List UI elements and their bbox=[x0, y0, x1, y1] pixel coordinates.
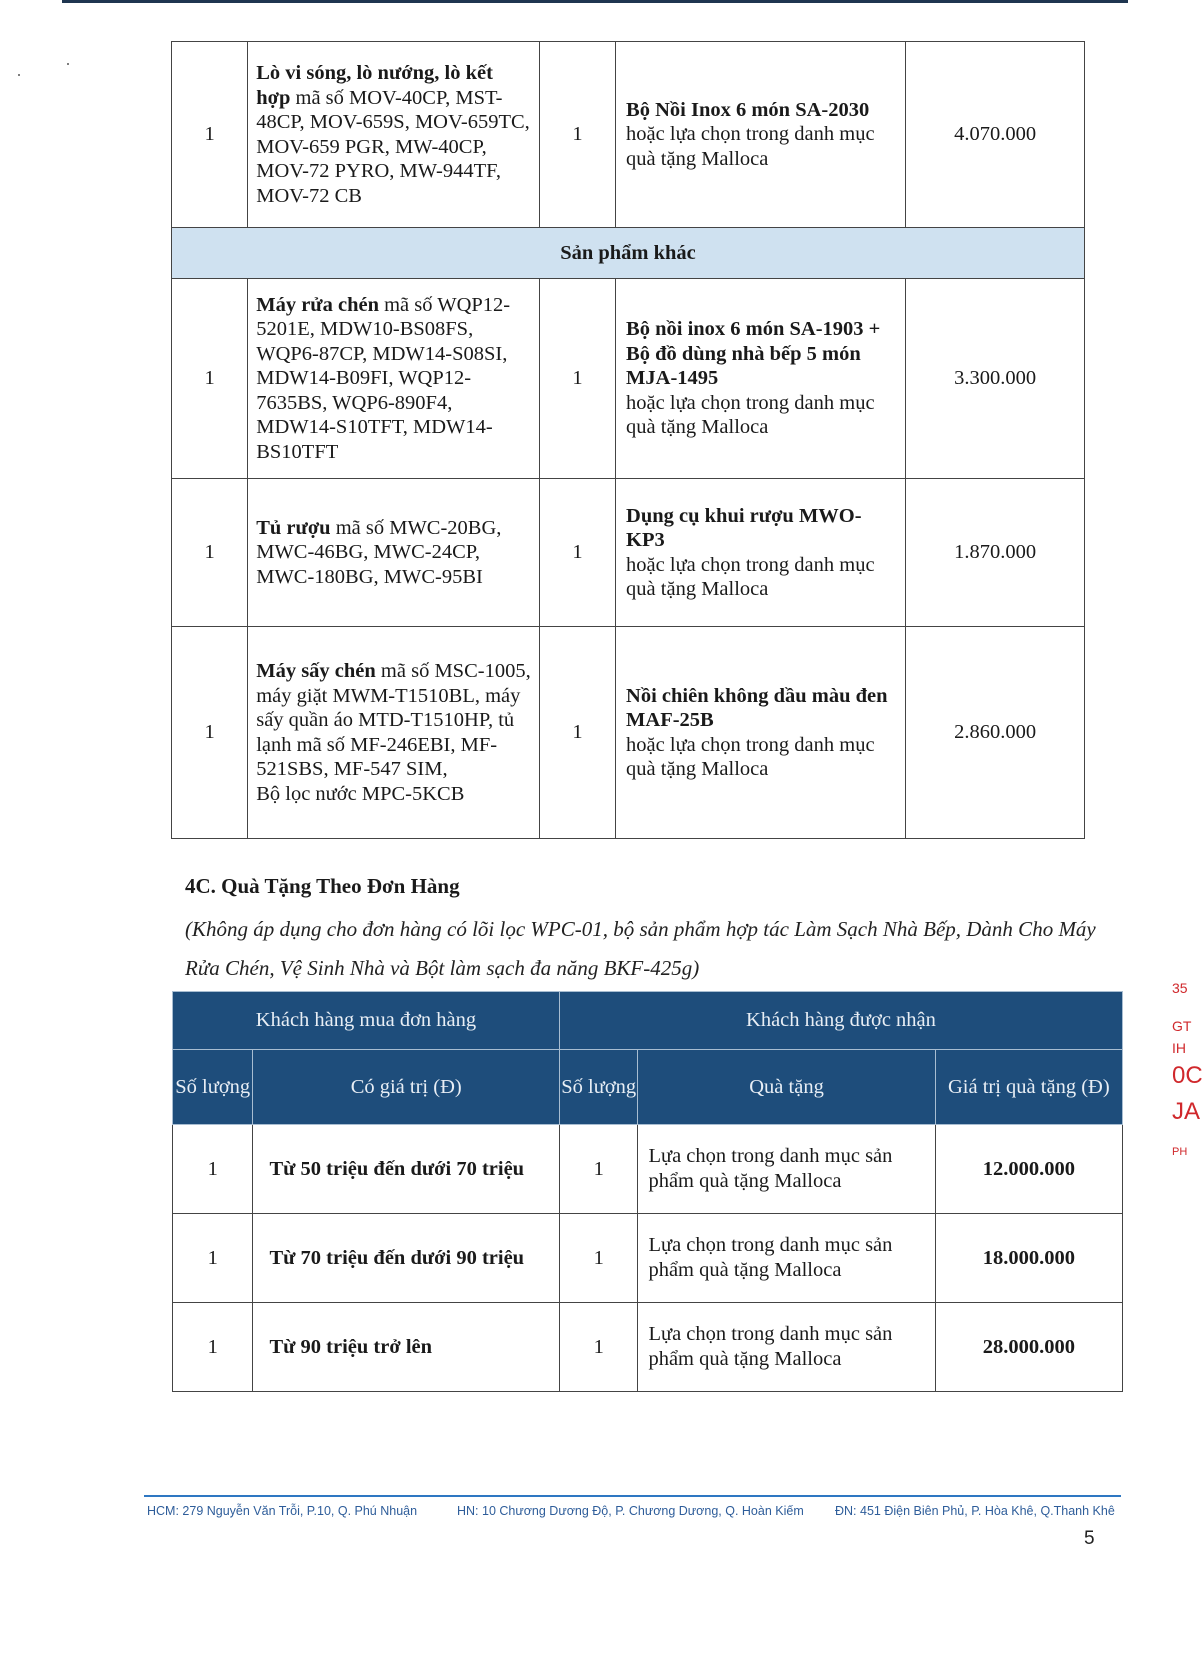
col-gift: Quà tặng bbox=[638, 1050, 935, 1125]
footer-hn: HN: 10 Chương Dương Độ, P. Chương Dương, Q. Hoàn Kiếm bbox=[457, 1504, 804, 1518]
gift-option: hoặc lựa chọn trong danh mục quà tặng Malloca bbox=[626, 123, 875, 170]
product-codes: mã số MSC-1005, máy giặt MWM-T1510BL, máy sấy quần áo MTD-T1510HP, tủ lạnh mã số MF-246EBI, MF-521SBS, MF-547 SIM, bbox=[256, 660, 531, 780]
order-value-cell: Từ 50 triệu đến dưới 70 triệu bbox=[253, 1125, 560, 1214]
table-row bbox=[172, 42, 1085, 228]
stamp-text: GT bbox=[1172, 1018, 1192, 1034]
gift-value-cell: 28.000.000 bbox=[935, 1303, 1122, 1392]
section-label: Sản phẩm khác bbox=[172, 228, 1085, 279]
gift-cell: Lựa chọn trong danh mục sản phẩm quà tặng Malloca bbox=[638, 1125, 935, 1214]
col-qty: Số lượng bbox=[173, 1050, 253, 1125]
gift-option: hoặc lựa chọn trong danh mục quà tặng Malloca bbox=[626, 553, 875, 600]
gift-qty-cell: 1 bbox=[559, 1125, 638, 1214]
header-receive: Khách hàng được nhận bbox=[559, 992, 1122, 1050]
product-name: Máy sấy chén bbox=[256, 660, 376, 682]
gift-value-cell: 2.860.000 bbox=[906, 627, 1085, 839]
product-name: Lò vi sóng, lò nướng, lò kết hợp bbox=[256, 62, 493, 109]
gift-qty-cell: 1 bbox=[539, 279, 615, 479]
order-value-cell: Từ 70 triệu đến dưới 90 triệu bbox=[253, 1214, 560, 1303]
col-gift-value: Giá trị quà tặng (Đ) bbox=[935, 1050, 1122, 1125]
top-border-rule bbox=[62, 0, 1128, 3]
gift-qty-cell: 1 bbox=[539, 479, 615, 627]
section-row bbox=[172, 228, 1085, 279]
table-row bbox=[173, 1125, 1123, 1214]
gift-value-cell: 12.000.000 bbox=[935, 1125, 1122, 1214]
gift-qty-cell: 1 bbox=[559, 1303, 638, 1392]
gift-value-cell: 1.870.000 bbox=[906, 479, 1085, 627]
subheader-row bbox=[173, 1050, 1123, 1125]
gift-value-cell: 4.070.000 bbox=[906, 42, 1085, 228]
product-cell bbox=[248, 627, 540, 839]
stamp-text: 0C bbox=[1172, 1062, 1203, 1089]
stamp-text: 35 bbox=[1172, 980, 1188, 996]
gift-name: Bộ nồi inox 6 món SA-1903 + Bộ đồ dùng nhà bếp 5 món MJA-1495 bbox=[626, 318, 881, 390]
scan-speck bbox=[18, 74, 20, 76]
company-stamp bbox=[1168, 970, 1203, 1170]
section-heading: 4C. Quà Tặng Theo Đơn Hàng bbox=[185, 874, 460, 898]
gift-name: Nồi chiên không dầu màu đen MAF-25B bbox=[626, 684, 888, 731]
gift-name: Dụng cụ khui rượu MWO-KP3 bbox=[626, 504, 862, 551]
gift-qty-cell: 1 bbox=[539, 627, 615, 839]
table-row bbox=[173, 1303, 1123, 1392]
product-codes: mã số WQP12-5201E, MDW10-BS08FS, WQP6-87CP, MDW14-S08SI, MDW14-B09FI, WQP12-7635BS, WQP6-890F4, MDW14-S10TFT, MDW14-BS10TFT bbox=[256, 293, 511, 463]
footer-rule bbox=[144, 1495, 1121, 1497]
product-cell bbox=[248, 479, 540, 627]
stamp-text: JA bbox=[1172, 1098, 1201, 1125]
gift-cell bbox=[616, 479, 906, 627]
header-row bbox=[173, 992, 1123, 1050]
gift-option: hoặc lựa chọn trong danh mục quà tặng Malloca bbox=[626, 733, 875, 780]
qty-cell: 1 bbox=[172, 279, 248, 479]
gift-cell bbox=[616, 42, 906, 228]
gift-qty-cell: 1 bbox=[559, 1214, 638, 1303]
stamp-text: PH bbox=[1172, 1146, 1188, 1158]
footer-dn: ĐN: 451 Điện Biên Phủ, P. Hòa Khê, Q.Thanh Khê bbox=[835, 1504, 1115, 1518]
gift-cell bbox=[616, 627, 906, 839]
scan-speck bbox=[67, 63, 69, 65]
footer-addresses bbox=[147, 1504, 1127, 1522]
qty-cell: 1 bbox=[172, 42, 248, 228]
order-value-cell: Từ 90 triệu trở lên bbox=[253, 1303, 560, 1392]
table-row bbox=[173, 1214, 1123, 1303]
product-name: Tủ rượu bbox=[256, 516, 331, 539]
qty-cell: 1 bbox=[173, 1303, 253, 1392]
qty-cell: 1 bbox=[173, 1214, 253, 1303]
gift-by-product-table bbox=[171, 41, 1085, 839]
gift-value-cell: 3.300.000 bbox=[906, 279, 1085, 479]
product-extra: Bộ lọc nước MPC-5KCB bbox=[256, 782, 465, 805]
table-row bbox=[172, 279, 1085, 479]
gift-by-order-table bbox=[172, 991, 1123, 1392]
product-codes: mã số MWC-20BG, MWC-46BG, MWC-24CP, MWC-180BG, MWC-95BI bbox=[256, 516, 502, 588]
gift-cell: Lựa chọn trong danh mục sản phẩm quà tặng Malloca bbox=[638, 1214, 935, 1303]
page-number: 5 bbox=[1084, 1528, 1095, 1549]
table-row bbox=[172, 627, 1085, 839]
qty-cell: 1 bbox=[172, 627, 248, 839]
product-name: Máy rửa chén bbox=[256, 293, 379, 316]
qty-cell: 1 bbox=[172, 479, 248, 627]
footer-hcm: HCM: 279 Nguyễn Văn Trỗi, P.10, Q. Phú Nhuận bbox=[147, 1504, 418, 1518]
product-codes: mã số MOV-40CP, MST-48CP, MOV-659S, MOV-659TC, MOV-659 PGR, MW-40CP, MOV-72 PYRO, MW-944TF, MOV-72 CB bbox=[256, 86, 530, 207]
qty-cell: 1 bbox=[173, 1125, 253, 1214]
gift-value-cell: 18.000.000 bbox=[935, 1214, 1122, 1303]
section-note: (Không áp dụng cho đơn hàng có lõi lọc WPC-01, bộ sản phẩm hợp tác Làm Sạch Nhà Bếp, Dành Cho Máy Rửa Chén, Vệ Sinh Nhà và Bột làm sạch đa năng BKF-425g) bbox=[185, 917, 1096, 980]
gift-option: hoặc lựa chọn trong danh mục quà tặng Malloca bbox=[626, 391, 875, 439]
product-cell bbox=[248, 279, 540, 479]
gift-cell: Lựa chọn trong danh mục sản phẩm quà tặng Malloca bbox=[638, 1303, 935, 1392]
gift-name: Bộ Nồi Inox 6 món SA-2030 bbox=[626, 98, 870, 121]
stamp-text: IH bbox=[1172, 1040, 1186, 1056]
col-gift-qty: Số lượng bbox=[559, 1050, 638, 1125]
table-row bbox=[172, 479, 1085, 627]
product-cell bbox=[248, 42, 540, 228]
col-order-value: Có giá trị (Đ) bbox=[253, 1050, 560, 1125]
header-buyer: Khách hàng mua đơn hàng bbox=[173, 992, 560, 1050]
gift-cell bbox=[616, 279, 906, 479]
gift-qty-cell: 1 bbox=[539, 42, 615, 228]
